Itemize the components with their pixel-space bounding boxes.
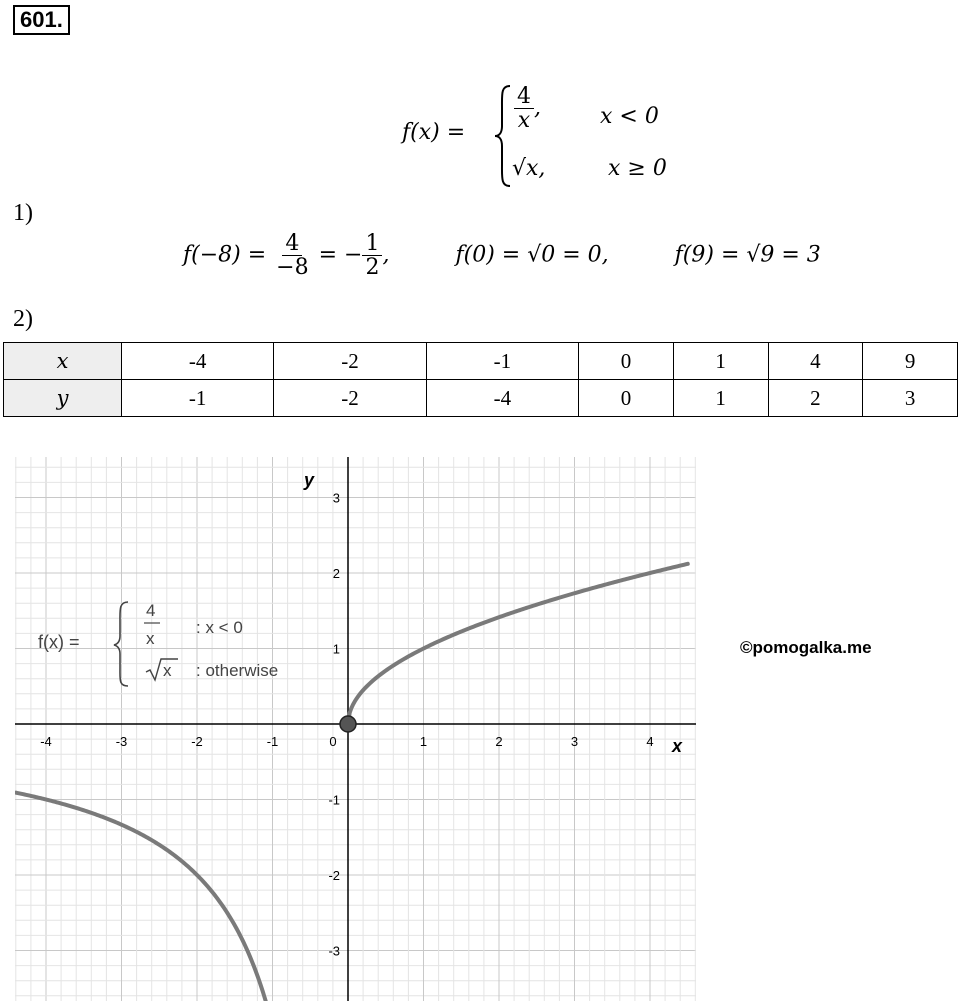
case1-condition: x < 0 — [600, 104, 659, 129]
watermark: ©pomogalka.me — [740, 638, 872, 657]
definition-lhs: f(x) = — [402, 120, 466, 145]
y-tick-label: -2 — [328, 868, 340, 883]
table-cell: -1 — [122, 380, 274, 417]
eq1-fraction2 — [362, 232, 382, 279]
table-row — [4, 380, 958, 417]
x-tick-label: -2 — [191, 734, 203, 749]
table-cell: 1 — [673, 343, 768, 380]
part1-equations — [183, 232, 821, 279]
eq1-end: , — [382, 242, 390, 268]
part1-label: 1) — [13, 200, 33, 226]
part2-label: 2) — [13, 306, 33, 332]
eq1-numerator: 4 — [282, 232, 302, 256]
table-cell: 9 — [863, 343, 958, 380]
y-tick-label: -3 — [328, 943, 340, 959]
x-tick-label: 0 — [329, 734, 337, 749]
function-definition — [400, 82, 700, 190]
table-cell: 1 — [673, 380, 768, 417]
table-row — [4, 343, 958, 380]
eq1-lhs: f(−8) = — [183, 242, 267, 268]
y-axis-label: y — [304, 470, 315, 490]
table-cell: -2 — [274, 380, 426, 417]
grid-lines — [15, 457, 696, 1001]
x-header: x — [4, 343, 122, 380]
x-tick-label: -3 — [115, 734, 128, 749]
x-axis-label: x — [672, 736, 683, 756]
eq1-middle: = − — [318, 242, 363, 268]
values-table — [3, 342, 958, 417]
table-cell: -2 — [274, 343, 426, 380]
table-cell: -4 — [122, 343, 274, 380]
brace-icon — [494, 84, 512, 188]
x-tick-label: 4 — [646, 734, 654, 749]
table-cell: 4 — [768, 343, 863, 380]
table-cell: 0 — [579, 380, 674, 417]
case1-denominator: x — [517, 108, 531, 134]
y-tick-label: 3 — [332, 490, 340, 506]
eq1-fraction — [273, 232, 311, 279]
eq1-numerator2: 1 — [362, 232, 382, 256]
annotation-sqrt-argument: x — [163, 661, 172, 680]
x-tick-label: 1 — [419, 734, 428, 749]
y-header: y — [4, 380, 122, 417]
eq2: f(0) = √0 = 0, — [455, 242, 609, 268]
y-tick-label: 2 — [332, 566, 340, 581]
y-tick-label: -1 — [328, 792, 340, 808]
case2-condition: x ≥ 0 — [608, 156, 667, 181]
x-tick-label: -4 — [40, 734, 52, 749]
graph-annotation — [33, 595, 303, 690]
annotation-numerator: 4 — [146, 601, 156, 620]
table-cell: 0 — [579, 343, 674, 380]
annotation-condition-2: : otherwise — [196, 661, 279, 680]
case1-fraction — [514, 85, 534, 132]
annotation-lhs: f(x) = — [38, 632, 80, 652]
problem-number: 601. — [13, 5, 70, 35]
case1-numerator: 4 — [514, 85, 534, 109]
axes — [15, 457, 696, 1001]
table-cell: 3 — [863, 380, 958, 417]
eq1-denominator2: 2 — [365, 255, 380, 281]
table-cell: -1 — [426, 343, 578, 380]
x-tick-label: 3 — [570, 734, 579, 749]
eq1-denominator: −8 — [276, 255, 309, 281]
table-cell: -4 — [426, 380, 578, 417]
y-tick-label: 1 — [332, 641, 340, 657]
case1-comma: , — [534, 95, 541, 121]
annotation-condition-1: : x < 0 — [196, 618, 243, 637]
annotation-denominator: x — [146, 629, 155, 648]
table-cell: 2 — [768, 380, 863, 417]
function-curve — [16, 793, 267, 1001]
origin-point — [340, 716, 356, 732]
x-tick-label: 2 — [495, 734, 503, 749]
eq3: f(9) = √9 = 3 — [674, 242, 821, 268]
x-tick-label: -1 — [266, 734, 279, 749]
case2-expression: √x, — [512, 156, 546, 181]
function-graph — [15, 457, 696, 1001]
